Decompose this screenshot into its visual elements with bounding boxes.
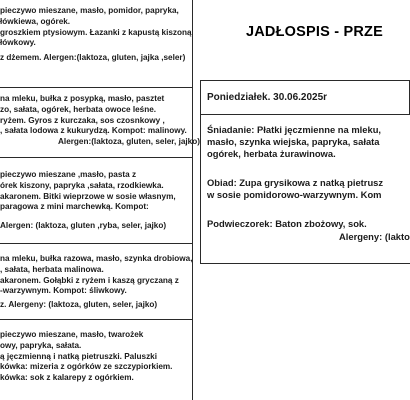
page-title: JADŁOSPIS - PRZE <box>246 24 383 40</box>
day-line: owy, papryka, sałata. <box>0 340 82 350</box>
day-block-2 <box>0 88 200 158</box>
day-line: na mleku, bułka razowa, masło, szynka drobiowa, <box>0 254 193 263</box>
day-block-5 <box>0 320 192 400</box>
date-box <box>200 80 410 115</box>
day-line: akaronem. Gołąbki z ryżem i kaszą gryczaną z <box>0 275 179 285</box>
week-menu-column <box>0 0 200 400</box>
day-line: paragowa z mini marchewką. Kompot: <box>0 202 149 212</box>
allergens-line: Alergeny: (lakto <box>339 231 410 242</box>
day-line: z. Alergeny: (laktoza, gluten, seler, jajko) <box>0 300 158 310</box>
date-label: Poniedziałek. 30.06.2025r <box>207 92 328 103</box>
day-line: Alergen: (laktoza, gluten ,ryba, seler, jajko) <box>0 221 167 231</box>
lunch-line: w sosie pomidorowo-warzywnym. Kom <box>207 189 382 200</box>
day-line: órek kiszony, papryka ,sałata, rzodkiewka. <box>0 180 164 190</box>
day-line: pieczywo mieszane, masło, pomidor, papryka, <box>0 6 179 15</box>
day-line: Alergen:(laktoza, gluten, seler, jajko) <box>58 137 200 147</box>
day-line: łówkowy. <box>0 38 36 48</box>
day-line: groszkiem ptysiowym. Łazanki z kapustą kiszoną <box>0 27 192 37</box>
day-line: ą jęczmienną i natką pietruszki. Paluszki <box>0 351 157 361</box>
day-line: pieczywo mieszane ,masło, pasta z <box>0 170 137 179</box>
day-line: -warzywnym. Kompot: śliwkowy. <box>0 286 127 296</box>
day-line: ryżem. Gyros z kurczaka, sos czosnkowy , <box>0 115 165 125</box>
day-line: kówka: mizeria z ogórków ze szczypiorkiem. <box>0 362 173 372</box>
day-line: na mleku, bułka z posypką, masło, pasztet <box>0 94 165 103</box>
snack-line: Podwieczorek: Baton zbożowy, sok. <box>207 218 367 229</box>
breakfast-line: masło, szynka wiejska, papryka, sałata <box>207 136 380 147</box>
day-line: łówkiewa, ogórek. <box>0 16 71 26</box>
day-block-3 <box>0 158 192 244</box>
day-line: , sałata, herbata malinowa. <box>0 264 104 274</box>
day-line: pieczywo mieszane, masło, twarożek <box>0 330 144 339</box>
today-panel <box>193 0 410 400</box>
lunch-line: Obiad: Zupa grysikowa z natką pietrusz <box>207 177 384 188</box>
day-line: zo, sałata, ogórek, herbata owoce leśne. <box>0 104 157 114</box>
today-menu-box <box>200 114 410 264</box>
breakfast-line: ogórek, herbata żurawinowa. <box>207 148 336 159</box>
day-block-4 <box>0 244 192 320</box>
day-line: kówka: sok z kalarepy z ogórkiem. <box>0 373 134 383</box>
day-line: , sałata lodowa z kukurydzą. Kompot: malinowy. <box>0 126 187 136</box>
day-line: akaronem. Bitki wieprzowe w sosie własnym, <box>0 191 176 201</box>
day-line: z dżemem. Alergen:(laktoza, gluten, jajka ,seler) <box>0 53 186 63</box>
breakfast-line: Śniadanie: Płatki jęczmienne na mleku, <box>207 124 382 135</box>
day-block-1 <box>0 0 192 88</box>
